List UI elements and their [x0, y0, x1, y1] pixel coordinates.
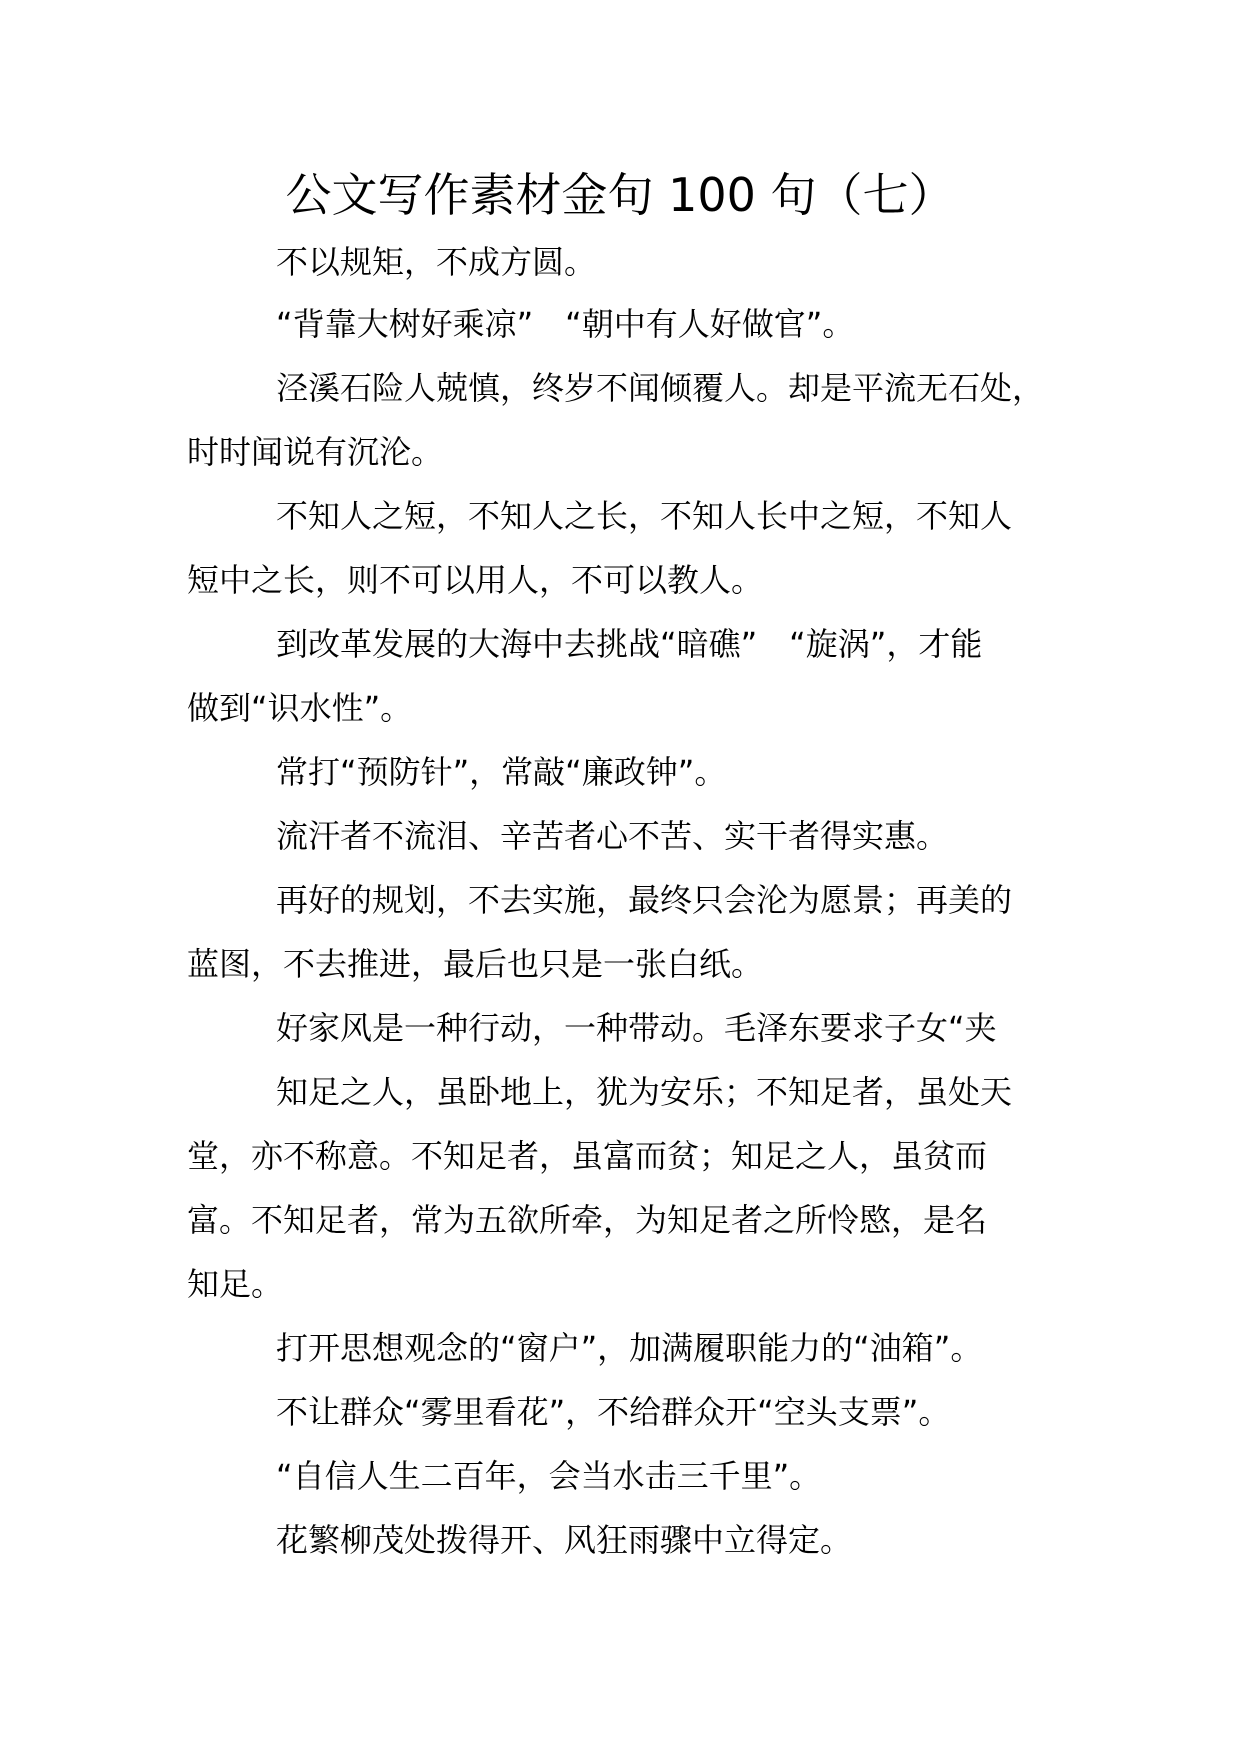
item-text: “背靠大树好乘凉” “朝中有人好做官”。 [276, 305, 855, 343]
item-text: 好家风是一种行动，一种带动。毛泽东要求子女“夹 [276, 1009, 997, 1047]
item-text: 再好的规划，不去实施，最终只会沦为愿景；再美的 [276, 881, 1013, 919]
item-continuation: 做到“识水性”。 [187, 689, 413, 727]
item-text: 不以规矩，不成方圆。 [276, 243, 597, 281]
item-text: “自信人生二百年，会当水击三千里”。 [276, 1457, 822, 1495]
item-text: 不让群众“雾里看花”，不给群众开“空头支票”。 [276, 1393, 951, 1431]
item-continuation: 知足。 [187, 1265, 284, 1303]
item-text: 知足之人，虽卧地上，犹为安乐；不知足者，虽处天 [276, 1073, 1013, 1111]
page-title: 公文写作素材金句 100 句（七） [285, 168, 955, 222]
item-continuation: 富。不知足者，常为五欲所牵，为知足者之所怜愍，是名 [187, 1201, 988, 1239]
item-text: 到改革发展的大海中去挑战“暗礁” “旋涡”，才能 [276, 625, 983, 663]
item-text: 流汗者不流泪、辛苦者心不苦、实干者得实惠。 [276, 817, 949, 855]
item-continuation: 堂，亦不称意。不知足者，虽富而贫；知足之人，虽贫而 [187, 1137, 988, 1175]
item-continuation: 时时闻说有沉沦。 [187, 433, 444, 471]
item-continuation: 短中之长，则不可以用人，不可以教人。 [187, 561, 764, 599]
item-text: 不知人之短，不知人之长，不知人长中之短，不知人 [276, 497, 1013, 535]
item-text: 泾溪石险人兢慎，终岁不闻倾覆人。却是平流无石处， [276, 369, 1045, 407]
item-text: 花繁柳茂处拨得开、风狂雨骤中立得定。 [276, 1521, 853, 1559]
item-continuation: 蓝图，不去推进，最后也只是一张白纸。 [187, 945, 764, 983]
item-text: 打开思想观念的“窗户”，加满履职能力的“油箱”。 [276, 1329, 983, 1367]
item-text: 常打“预防针”，常敲“廉政钟”。 [276, 753, 727, 791]
